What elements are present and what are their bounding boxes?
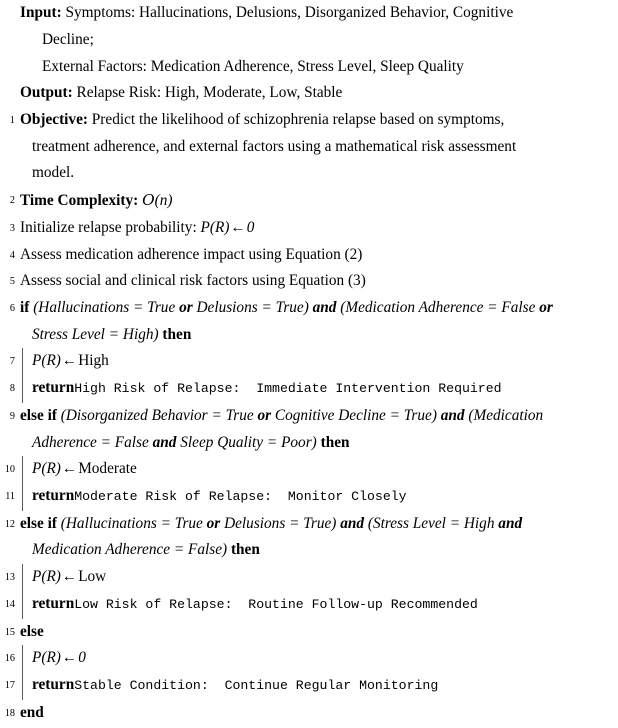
objective-text-2: treatment adherence, and external factors using a mathematical risk assessment [32, 137, 517, 155]
probability-variable: P(R) [200, 218, 230, 236]
line-number: 18 [4, 707, 15, 719]
input-spec-row [0, 0, 618, 27]
elseif-condition-continuation [20, 537, 602, 564]
line-number: 17 [4, 680, 15, 692]
condition-part-c: (Medication [468, 406, 544, 424]
keyword-then: then [230, 541, 260, 559]
algorithm-line-10 [0, 456, 618, 483]
assign-arrow-icon: ← [230, 218, 246, 236]
algorithm-line-5 [0, 268, 618, 295]
input-symptoms-text: Symptoms: Hallucinations, Delusions, Disorganized Behavior, Cognitive [65, 4, 514, 21]
algorithm-line-8 [0, 375, 618, 403]
algorithm-line-1 [0, 107, 618, 187]
input-decline-text: Decline; [42, 30, 94, 48]
time-complexity-label: Time Complexity: [20, 191, 139, 209]
line-number: 7 [9, 356, 15, 368]
probability-value: 0 [246, 218, 255, 236]
keyword-or: or [179, 299, 193, 317]
block-indent-rule [22, 456, 23, 483]
return-message-low: Low Risk of Relapse: Routine Follow-up Recommended [74, 596, 478, 612]
line-number: 3 [9, 222, 15, 234]
keyword-or: or [206, 514, 221, 532]
external-factors-text: External Factors: Medication Adherence, Stress Level, Sleep Quality [42, 57, 464, 75]
algorithm-line-15 [0, 619, 618, 646]
objective-label: Objective: [20, 111, 88, 129]
assign-arrow-icon: ← [61, 567, 78, 585]
probability-value: Low [78, 567, 107, 585]
probability-variable: P(R) [32, 460, 61, 478]
return-message-moderate: Moderate Risk of Relapse: Monitor Closely [74, 488, 407, 504]
line-number: 15 [4, 626, 15, 638]
line-number: 6 [9, 303, 15, 315]
line-number: 1 [9, 115, 15, 127]
algorithm-line-11 [0, 483, 618, 511]
probability-value: High [78, 352, 109, 370]
probability-value: Moderate [78, 460, 137, 478]
line-number: 8 [9, 383, 15, 395]
line-number: 10 [4, 464, 15, 476]
block-indent-rule [22, 483, 23, 511]
condition-part-e: Sleep Quality = Poor) [176, 433, 317, 451]
line-number: 13 [4, 571, 15, 583]
objective-line [20, 107, 602, 134]
algorithm-line-14 [0, 591, 618, 619]
condition-part-a: (Disorganized Behavior = True [60, 406, 258, 424]
line-number: 14 [4, 598, 15, 610]
condition-part-d: Stress Level = High) [32, 325, 159, 343]
keyword-and: and [340, 514, 365, 532]
line-number: 4 [9, 249, 15, 261]
elseif-condition-continuation [20, 430, 602, 457]
keyword-return: return [32, 379, 75, 397]
keyword-else-if: else if [20, 514, 57, 532]
complexity-order-symbol: O [142, 190, 155, 209]
assess-medication-text: Assess medication adherence impact using Equation (2) [20, 245, 363, 263]
output-label: Output: [20, 84, 73, 102]
keyword-then: then [162, 325, 192, 343]
return-message-stable: Stable Condition: Continue Regular Monitoring [74, 678, 439, 694]
condition-part-b: Cognitive Decline = True) [271, 406, 437, 424]
input-label: Input: [20, 4, 62, 21]
algorithm-line-7 [0, 348, 618, 375]
keyword-or: or [257, 406, 272, 424]
probability-variable: P(R) [32, 649, 61, 667]
condition-part-b: Delusions = True) [192, 299, 309, 317]
condition-part-d: Medication Adherence = False) [32, 541, 228, 559]
block-indent-rule [22, 645, 23, 672]
block-indent-rule [22, 591, 23, 619]
line-number: 5 [9, 276, 15, 288]
line-number: 12 [4, 518, 15, 530]
elseif-condition-line [20, 511, 602, 538]
keyword-or-2: or [539, 299, 553, 317]
probability-variable: P(R) [32, 567, 61, 585]
algorithm-line-2 [0, 187, 618, 215]
assess-social-text: Assess social and clinical risk factors using Equation (3) [20, 272, 366, 290]
algorithm-line-16 [0, 645, 618, 672]
algorithm-line-9 [0, 403, 618, 456]
condition-part-a: (Hallucinations = True [60, 514, 207, 532]
line-number: 16 [4, 653, 15, 665]
assign-arrow-icon: ← [61, 649, 78, 667]
keyword-else-if: else if [20, 406, 57, 424]
keyword-return: return [32, 676, 75, 694]
algorithm-line-13 [0, 564, 618, 591]
complexity-argument: (n) [154, 191, 173, 209]
line-number: 2 [9, 194, 15, 206]
line-number: 11 [5, 490, 15, 502]
keyword-end: end [20, 703, 44, 721]
keyword-and: and [312, 299, 337, 317]
algorithm-line-6 [0, 295, 618, 348]
return-message-high: High Risk of Relapse: Immediate Intervention Required [74, 381, 502, 397]
output-spec-row [0, 80, 618, 107]
keyword-and-2: and [498, 514, 523, 532]
block-indent-rule [22, 564, 23, 591]
keyword-then: then [320, 433, 350, 451]
external-factors-row [0, 54, 618, 81]
condition-part-a: (Hallucinations = True [33, 299, 180, 317]
keyword-and-2: and [152, 433, 177, 451]
condition-part-c: (Medication Adherence = False [340, 299, 540, 317]
keyword-return: return [32, 594, 75, 612]
algorithm-line-18 [0, 700, 618, 727]
if-condition-continuation [20, 322, 602, 349]
assign-arrow-icon: ← [61, 460, 78, 478]
objective-text-3: model. [32, 164, 75, 182]
assign-arrow-icon: ← [61, 352, 78, 370]
line-number: 9 [9, 410, 15, 422]
algorithm-line-17 [0, 672, 618, 700]
elseif-condition-line [20, 403, 602, 430]
condition-part-c: (Stress Level = High [367, 514, 499, 532]
initialize-text: Initialize relapse probability: [20, 218, 197, 236]
output-text: Relapse Risk: High, Moderate, Low, Stable [76, 84, 343, 102]
condition-part-d: Adherence = False [32, 433, 153, 451]
probability-variable: P(R) [32, 352, 61, 370]
probability-value: 0 [78, 649, 86, 667]
keyword-and: and [440, 406, 465, 424]
objective-text-1: Predict the likelihood of schizophrenia relapse based on symptoms, [91, 111, 505, 129]
keyword-return: return [32, 486, 75, 504]
block-indent-rule [22, 375, 23, 403]
input-spec-continuation [0, 27, 618, 54]
keyword-if: if [20, 299, 30, 317]
if-condition-line [20, 295, 602, 322]
block-indent-rule [22, 348, 23, 375]
algorithm-line-12 [0, 511, 618, 564]
algorithm-line-4 [0, 242, 618, 269]
block-indent-rule [22, 672, 23, 700]
condition-part-b: Delusions = True) [220, 514, 337, 532]
algorithm-line-3 [0, 215, 618, 242]
keyword-else: else [20, 622, 44, 640]
